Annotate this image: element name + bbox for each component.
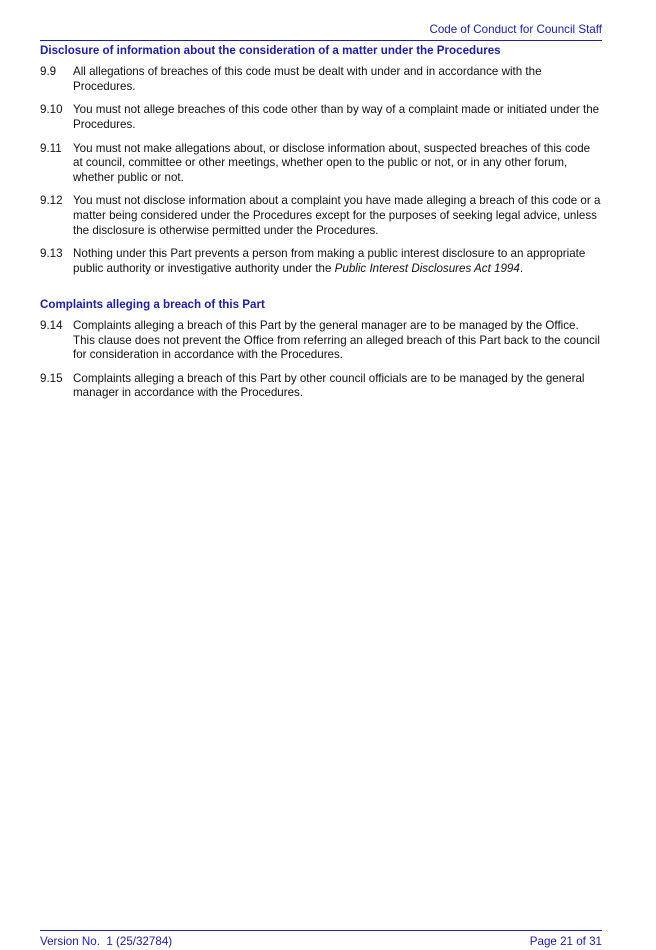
clause-text-italic: Public Interest Disclosures Act 1994 <box>334 261 520 275</box>
clause-row-9-14 <box>40 319 602 363</box>
clause-text <box>73 247 602 276</box>
section-heading-disclosure: Disclosure of information about the consideration of a matter under the Procedures <box>40 43 501 57</box>
clause-number: 9.10 <box>40 103 63 117</box>
clause-text-main: Nothing under this Part prevents a person from making a public interest disclosure to an appropriate public authority or investigative authority under the <box>73 247 586 275</box>
clause-text-main: All allegations of breaches of this code must be dealt with under and in accordance with the Procedures. <box>73 65 542 93</box>
clause-text <box>73 372 602 401</box>
clause-row-9-12 <box>40 194 602 238</box>
clause-text <box>73 142 602 186</box>
clause-text-suffix: . <box>519 261 524 275</box>
clause-text-main: Complaints alleging a breach of this Part by the general manager are to be managed by the Office. This clause does not prevent the Office from referring an alleged breach of this Part back to the council for consideration in accordance with the Procedures. <box>73 318 600 362</box>
document-header <box>40 23 602 41</box>
clause-number: 9.9 <box>40 65 57 79</box>
clause-text <box>73 319 602 363</box>
clause-row-9-11 <box>40 142 602 186</box>
clause-row-9-9 <box>40 65 602 94</box>
clause-number: 9.14 <box>40 318 63 332</box>
clause-text-main: You must not allege breaches of this code other than by way of a complaint made or initiated under the Procedures. <box>73 103 600 131</box>
clause-text <box>73 65 602 94</box>
clause-row-9-15 <box>40 372 602 401</box>
clause-row-9-10 <box>40 103 602 132</box>
footer-version-text: Version No. 1 (25/32784) <box>40 935 173 949</box>
clause-text <box>73 103 602 132</box>
clause-number: 9.15 <box>40 371 63 385</box>
document-footer <box>40 930 602 950</box>
clause-text-main: You must not disclose information about a complaint you have made alleging a breach of this code or a matter being considered under the Procedures except for the purposes of seeking legal advice, unless the disclosure is otherwise permitted under the Procedures. <box>73 194 601 237</box>
clause-text <box>73 194 602 238</box>
clause-row-9-13 <box>40 247 602 276</box>
clause-number: 9.12 <box>40 194 63 208</box>
clause-number: 9.13 <box>40 247 63 261</box>
clause-text-main: Complaints alleging a breach of this Part by other council officials are to be managed by the general manager in accordance with the Procedures. <box>73 371 585 400</box>
clause-number: 9.11 <box>40 141 62 155</box>
content-spacer <box>40 410 602 931</box>
clause-text-main: You must not make allegations about, or disclose information about, suspected breaches of this code at council, committee or other meetings, whether open to the public or not, or in any other forum, whether public or not. <box>73 141 591 184</box>
header-title: Code of Conduct for Council Staff <box>429 23 602 36</box>
section-heading-complaints: Complaints alleging a breach of this Part <box>40 298 265 312</box>
footer-page-number: Page 21 of 31 <box>529 935 602 949</box>
